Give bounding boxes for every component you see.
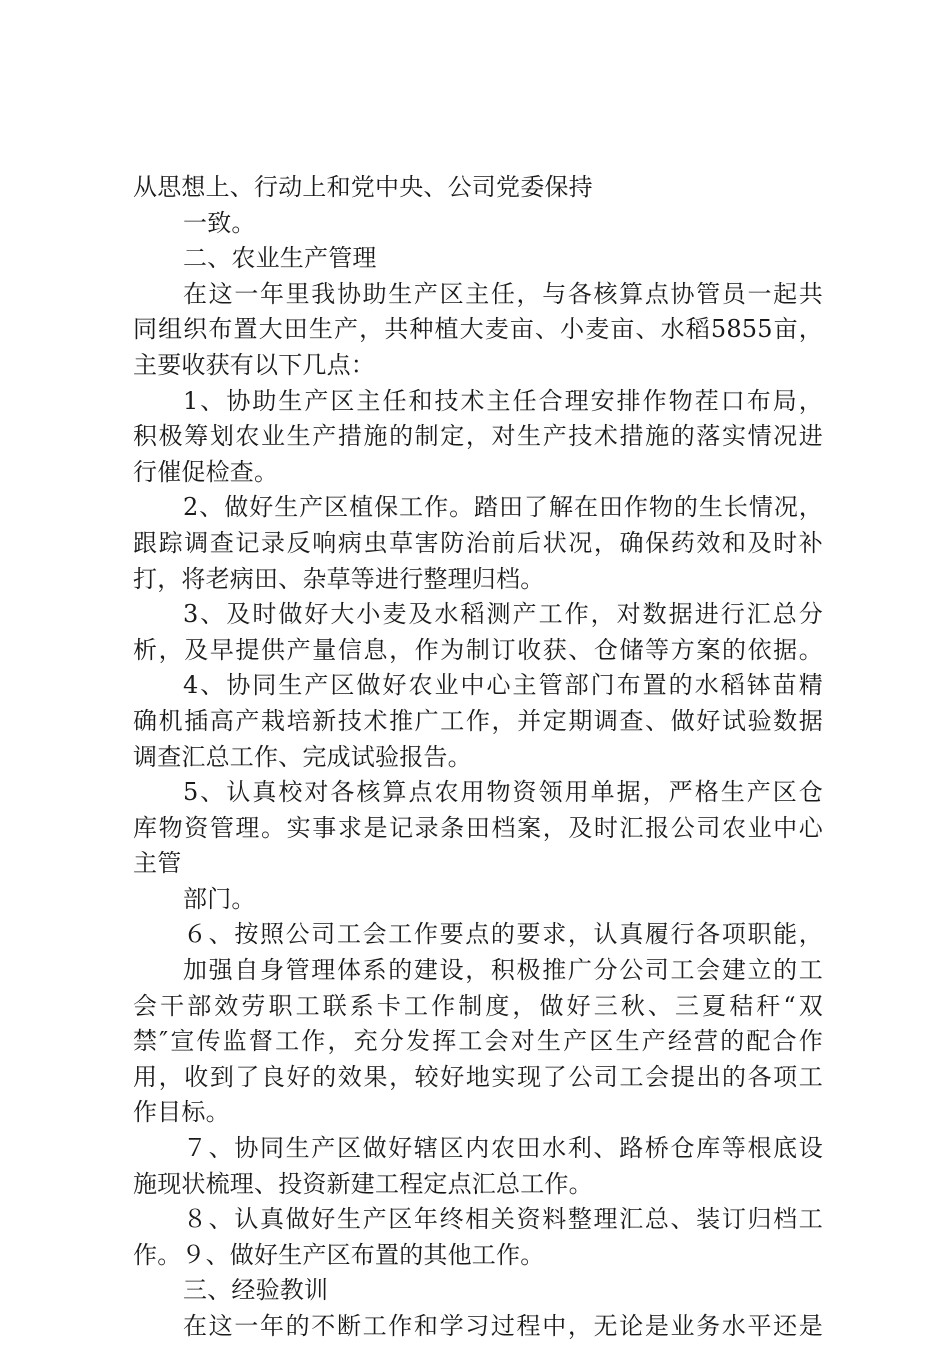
text-line: 4、协同生产区做好农业中心主管部门布置的水稻钵苗精	[183, 671, 823, 700]
text-line: 在这一年的不断工作和学习过程中，无论是业务水平还是	[183, 1312, 823, 1340]
text-line: 积极筹划农业生产措施的制定，对生产技术措施的落实情况进	[133, 422, 823, 451]
text-line: ６、按照公司工会工作要点的要求，认真履行各项职能，	[183, 920, 823, 949]
text-line: 库物资管理。实事求是记录条田档案，及时汇报公司农业中心	[133, 813, 823, 842]
text-line: 用，收到了良好的效果，较好地实现了公司工会提出的各项工	[133, 1062, 823, 1091]
text-line: 1、协助生产区主任和技术主任合理安排作物茬口布局，	[183, 386, 823, 415]
text-line: 2、做好生产区植保工作。踏田了解在田作物的生长情况，	[183, 493, 823, 522]
text-line: 禁″宣传监督工作，充分发挥工会对生产区生产经营的配合作	[133, 1027, 823, 1056]
text-line: ８、认真做好生产区年终相关资料整理汇总、装订归档工	[183, 1205, 823, 1234]
text-line: 从思想上、行动上和党中央、公司党委保持	[133, 173, 593, 201]
text-line: 5、认真校对各核算点农用物资领用单据，严格生产区仓	[183, 778, 823, 807]
text-line: ７、协同生产区做好辖区内农田水利、路桥仓库等根底设	[183, 1134, 823, 1163]
text-line: 主要收获有以下几点：	[133, 350, 375, 379]
text-line: 作目标。	[133, 1098, 230, 1127]
text-line: 3、及时做好大小麦及水稻测产工作，对数据进行汇总分	[183, 600, 823, 629]
text-line: 施现状梳理、投资新建工程定点汇总工作。	[133, 1169, 593, 1198]
text-line: 一致。	[183, 208, 256, 237]
document-body	[133, 170, 823, 1345]
text-line: 作。９、做好生产区布置的其他工作。	[133, 1240, 545, 1269]
text-line: 行催促检查。	[133, 457, 279, 486]
section-heading: 三、经验教训	[183, 1276, 329, 1305]
text-line: 同组织布置大田生产，共种植大麦亩、小麦亩、水稻5855亩，	[133, 315, 823, 344]
text-line: 会干部效劳职工联系卡工作制度，做好三秋、三夏秸秆“双	[133, 991, 823, 1020]
text-line: 打，将老病田、杂草等进行整理归档。	[133, 564, 545, 593]
text-line: 部门。	[183, 884, 256, 913]
text-line: 确机插高产栽培新技术推广工作，并定期调查、做好试验数据	[133, 706, 823, 735]
text-line: 在这一年里我协助生产区主任，与各核算点协管员一起共	[183, 279, 823, 308]
text-line: 跟踪调查记录反响病虫草害防治前后状况，确保药效和及时补	[133, 528, 823, 557]
section-heading: 二、农业生产管理	[183, 244, 377, 273]
text-line: 主管	[133, 849, 182, 878]
text-line: 加强自身管理体系的建设，积极推广分公司工会建立的工	[183, 956, 823, 985]
text-line: 析，及早提供产量信息，作为制订收获、仓储等方案的依据。	[133, 635, 823, 664]
text-line: 调查汇总工作、完成试验报告。	[133, 742, 472, 771]
